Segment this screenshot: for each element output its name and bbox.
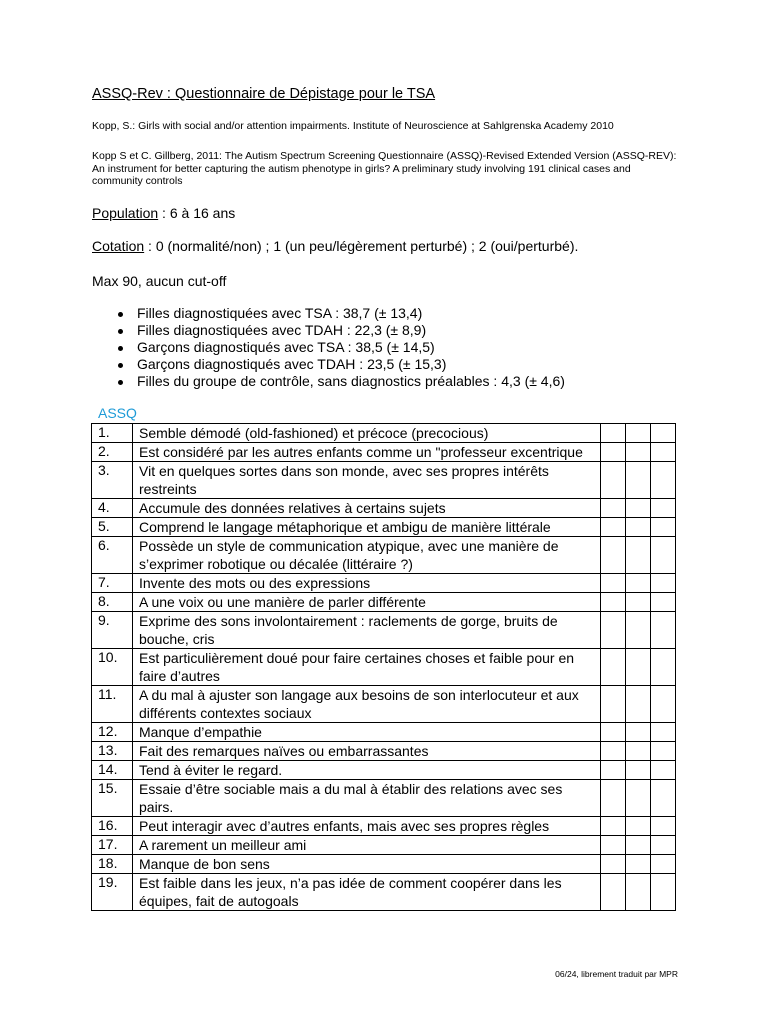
score-1-cell[interactable]: [626, 649, 651, 686]
bullet-icon: [118, 346, 123, 351]
score-2-cell[interactable]: [651, 855, 676, 874]
score-0-cell[interactable]: [601, 780, 626, 817]
bullet-icon: [118, 363, 123, 368]
score-1-cell[interactable]: [626, 537, 651, 574]
score-0-cell[interactable]: [601, 686, 626, 723]
item-number: 17.: [92, 836, 133, 855]
score-1-cell[interactable]: [626, 443, 651, 462]
document-title: ASSQ-Rev : Questionnaire de Dépistage pour le TSA: [92, 86, 436, 102]
item-number: 13.: [92, 742, 133, 761]
list-item: Filles diagnostiquées avec TDAH : 22,3 (± 8,9): [110, 322, 565, 339]
cotation-line: [92, 238, 578, 254]
bullet-icon: [118, 312, 123, 317]
score-1-cell[interactable]: [626, 424, 651, 443]
table-row: [92, 499, 676, 518]
table-row: [92, 761, 676, 780]
population-line: [92, 205, 235, 221]
score-0-cell[interactable]: [601, 593, 626, 612]
table-row: [92, 874, 676, 911]
score-0-cell[interactable]: [601, 836, 626, 855]
score-1-cell[interactable]: [626, 836, 651, 855]
item-text: Manque d’empathie: [133, 723, 601, 742]
table-row: [92, 742, 676, 761]
item-text: Est faible dans les jeux, n’a pas idée de comment coopérer dans les équipes, fait de autogoals: [133, 874, 601, 911]
score-2-cell[interactable]: [651, 874, 676, 911]
score-1-cell[interactable]: [626, 518, 651, 537]
item-number: 12.: [92, 723, 133, 742]
table-row: [92, 537, 676, 574]
table-row: [92, 462, 676, 499]
score-2-cell[interactable]: [651, 761, 676, 780]
score-1-cell[interactable]: [626, 574, 651, 593]
score-1-cell[interactable]: [626, 874, 651, 911]
score-0-cell[interactable]: [601, 424, 626, 443]
item-text: Fait des remarques naïves ou embarrassantes: [133, 742, 601, 761]
table-row: [92, 780, 676, 817]
questionnaire-table: [91, 423, 676, 911]
score-1-cell[interactable]: [626, 817, 651, 836]
reference-2: Kopp S et C. Gillberg, 2011: The Autism Spectrum Screening Questionnaire (ASSQ)-Revised Extended Version (ASSQ-REV): An instrument for better capturing the autism phenotype in girls? A preliminary study involving 191 clinical cases and community controls: [92, 150, 677, 187]
score-2-cell[interactable]: [651, 649, 676, 686]
item-number: 1.: [92, 424, 133, 443]
reference-1: Kopp, S.: Girls with social and/or attention impairments. Institute of Neuroscience at Sahlgrenska Academy 2010: [92, 120, 614, 132]
score-0-cell[interactable]: [601, 874, 626, 911]
item-text: A du mal à ajuster son langage aux besoins de son interlocuteur et aux différents contextes sociaux: [133, 686, 601, 723]
population-value: : 6 à 16 ans: [158, 205, 236, 221]
item-number: 6.: [92, 537, 133, 574]
score-0-cell[interactable]: [601, 443, 626, 462]
score-2-cell[interactable]: [651, 424, 676, 443]
score-0-cell[interactable]: [601, 761, 626, 780]
score-0-cell[interactable]: [601, 649, 626, 686]
score-2-cell[interactable]: [651, 537, 676, 574]
list-item: Filles du groupe de contrôle, sans diagnostics préalables : 4,3 (± 4,6): [110, 373, 565, 390]
item-number: 15.: [92, 780, 133, 817]
score-0-cell[interactable]: [601, 855, 626, 874]
score-1-cell[interactable]: [626, 742, 651, 761]
table-row: [92, 574, 676, 593]
item-number: 14.: [92, 761, 133, 780]
item-number: 11.: [92, 686, 133, 723]
item-number: 7.: [92, 574, 133, 593]
score-1-cell[interactable]: [626, 612, 651, 649]
item-text: Essaie d’être sociable mais a du mal à établir des relations avec ses pairs.: [133, 780, 601, 817]
score-0-cell[interactable]: [601, 612, 626, 649]
score-0-cell[interactable]: [601, 499, 626, 518]
table-row: [92, 649, 676, 686]
max-score-note: Max 90, aucun cut-off: [92, 273, 227, 289]
item-number: 19.: [92, 874, 133, 911]
score-1-cell[interactable]: [626, 855, 651, 874]
item-text: Manque de bon sens: [133, 855, 601, 874]
item-text: A une voix ou une manière de parler différente: [133, 593, 601, 612]
list-item: Garçons diagnostiqués avec TDAH : 23,5 (± 15,3): [110, 356, 565, 373]
score-1-cell[interactable]: [626, 780, 651, 817]
table-row: [92, 836, 676, 855]
score-1-cell[interactable]: [626, 499, 651, 518]
score-2-cell[interactable]: [651, 593, 676, 612]
stats-list: [110, 305, 565, 390]
item-text: Semble démodé (old-fashioned) et précoce (precocious): [133, 424, 601, 443]
score-0-cell[interactable]: [601, 723, 626, 742]
score-0-cell[interactable]: [601, 537, 626, 574]
score-2-cell[interactable]: [651, 518, 676, 537]
table-row: [92, 443, 676, 462]
item-text: Tend à éviter le regard.: [133, 761, 601, 780]
score-2-cell[interactable]: [651, 574, 676, 593]
table-row: [92, 817, 676, 836]
score-0-cell[interactable]: [601, 574, 626, 593]
table-row: [92, 855, 676, 874]
score-0-cell[interactable]: [601, 462, 626, 499]
item-text: Exprime des sons involontairement : raclements de gorge, bruits de bouche, cris: [133, 612, 601, 649]
table-row: [92, 593, 676, 612]
table-row: [92, 612, 676, 649]
score-2-cell[interactable]: [651, 499, 676, 518]
table-row: [92, 518, 676, 537]
item-text: Accumule des données relatives à certains sujets: [133, 499, 601, 518]
list-item: Filles diagnostiquées avec TSA : 38,7 (± 13,4): [110, 305, 565, 322]
item-text: Comprend le langage métaphorique et ambigu de manière littérale: [133, 518, 601, 537]
item-number: 2.: [92, 443, 133, 462]
item-text: Possède un style de communication atypique, avec une manière de s’exprimer robotique ou décalée (littéraire ?): [133, 537, 601, 574]
item-number: 9.: [92, 612, 133, 649]
score-1-cell[interactable]: [626, 593, 651, 612]
table-row: [92, 686, 676, 723]
table-row: [92, 424, 676, 443]
score-2-cell[interactable]: [651, 742, 676, 761]
score-1-cell[interactable]: [626, 686, 651, 723]
score-2-cell[interactable]: [651, 817, 676, 836]
cotation-label: Cotation: [92, 238, 145, 254]
item-text: Peut interagir avec d’autres enfants, mais avec ses propres règles: [133, 817, 601, 836]
item-number: 5.: [92, 518, 133, 537]
item-text: Invente des mots ou des expressions: [133, 574, 601, 593]
score-0-cell[interactable]: [601, 817, 626, 836]
score-2-cell[interactable]: [651, 780, 676, 817]
score-1-cell[interactable]: [626, 462, 651, 499]
score-2-cell[interactable]: [651, 836, 676, 855]
score-2-cell[interactable]: [651, 443, 676, 462]
item-text: Est considéré par les autres enfants comme un "professeur excentrique: [133, 443, 601, 462]
score-1-cell[interactable]: [626, 723, 651, 742]
bullet-icon: [118, 380, 123, 385]
item-number: 4.: [92, 499, 133, 518]
item-number: 16.: [92, 817, 133, 836]
item-text: A rarement un meilleur ami: [133, 836, 601, 855]
score-2-cell[interactable]: [651, 723, 676, 742]
bullet-icon: [118, 329, 123, 334]
score-0-cell[interactable]: [601, 518, 626, 537]
table-row: [92, 723, 676, 742]
item-number: 8.: [92, 593, 133, 612]
section-label: ASSQ: [98, 405, 137, 421]
score-1-cell[interactable]: [626, 761, 651, 780]
population-label: Population: [92, 205, 159, 221]
footer-note: 06/24, librement traduit par MPR: [555, 969, 678, 979]
score-2-cell[interactable]: [651, 462, 676, 499]
score-0-cell[interactable]: [601, 742, 626, 761]
item-number: 3.: [92, 462, 133, 499]
cotation-value: : 0 (normalité/non) ; 1 (un peu/légèrement perturbé) ; 2 (oui/perturbé).: [144, 238, 579, 254]
list-item: Garçons diagnostiqués avec TSA : 38,5 (± 14,5): [110, 339, 565, 356]
item-number: 18.: [92, 855, 133, 874]
score-2-cell[interactable]: [651, 686, 676, 723]
item-text: Vit en quelques sortes dans son monde, avec ses propres intérêts restreints: [133, 462, 601, 499]
item-number: 10.: [92, 649, 133, 686]
item-text: Est particulièrement doué pour faire certaines choses et faible pour en faire d’autres: [133, 649, 601, 686]
score-2-cell[interactable]: [651, 612, 676, 649]
